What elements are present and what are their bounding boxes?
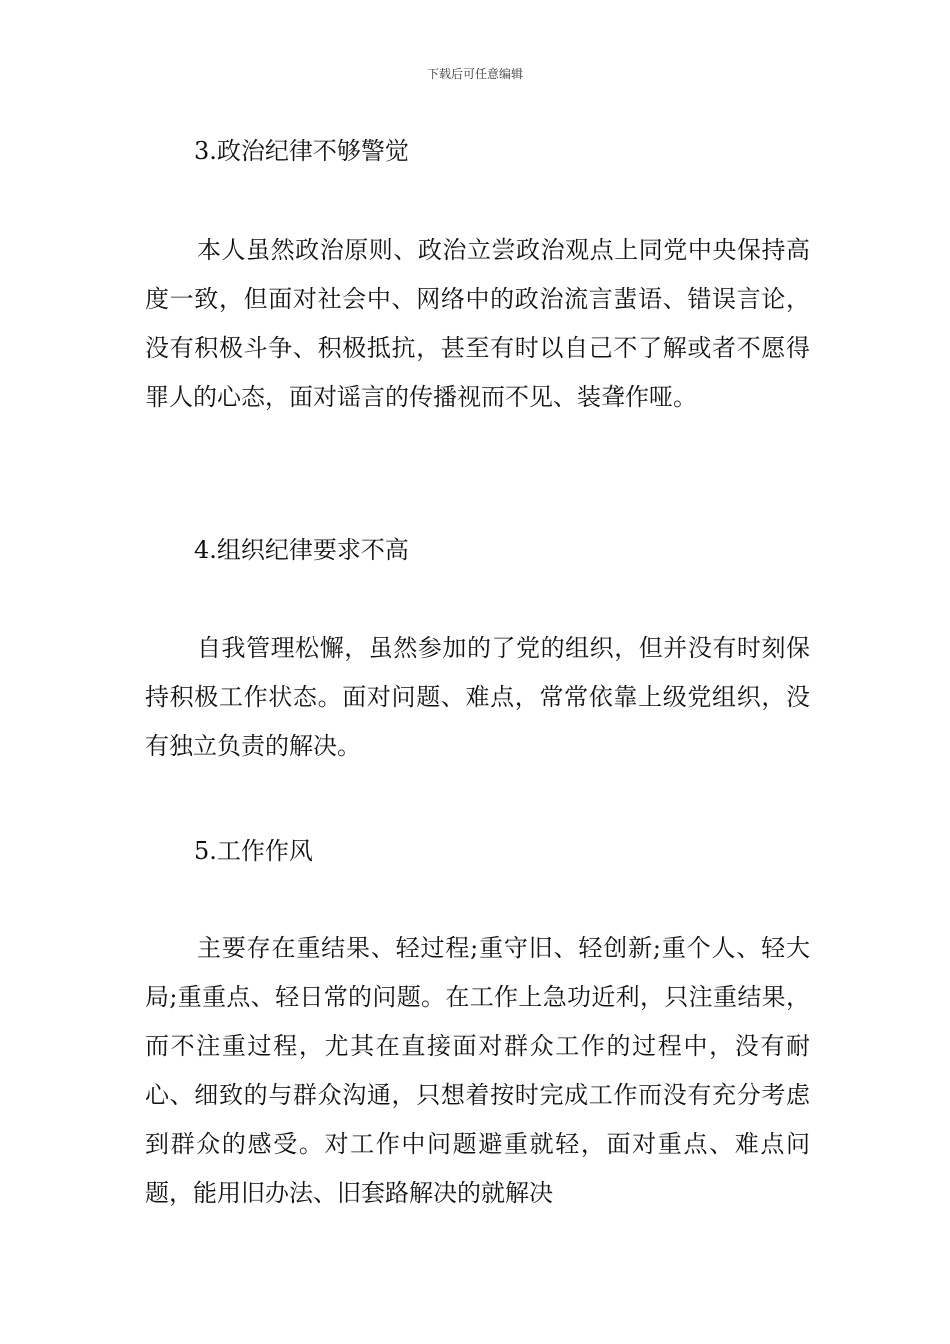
section-paragraph-3: 本人虽然政治原则、政治立尝政治观点上同党中央保持高度一致，但面对社会中、网络中的政治流言蜚语、错误言论，没有积极斗争、积极抵抗，甚至有时以自己不了解或者不愿得罪人的心态，面对谣言的传播视而不见、装聋作哑。: [145, 236, 810, 411]
section-heading-3: 3.政治纪律不够警觉: [194, 137, 409, 165]
section-paragraph-4: 自我管理松懈，虽然参加的了党的组织，但并没有时刻保持积极工作状态。面对问题、难点，常常依靠上级党组织，没有独立负责的解决。: [145, 634, 810, 760]
page-header: 下载后可任意编辑: [426, 67, 523, 81]
section-heading-4: 4.组织纪律要求不高: [194, 536, 409, 564]
section-paragraph-5: 主要存在重结果、轻过程;重守旧、轻创新;重个人、轻大局;重重点、轻日常的问题。在工作上急功近利，只注重结果，而不注重过程，尤其在直接面对群众工作的过程中，没有耐心、细致的与群众沟通，只想着按时完成工作而没有充分考虑到群众的感受。对工作中问题避重就轻，面对重点、难点问题，能用旧办法、旧套路解决的就解决: [145, 934, 810, 1207]
section-heading-5: 5.工作作风: [194, 837, 313, 865]
